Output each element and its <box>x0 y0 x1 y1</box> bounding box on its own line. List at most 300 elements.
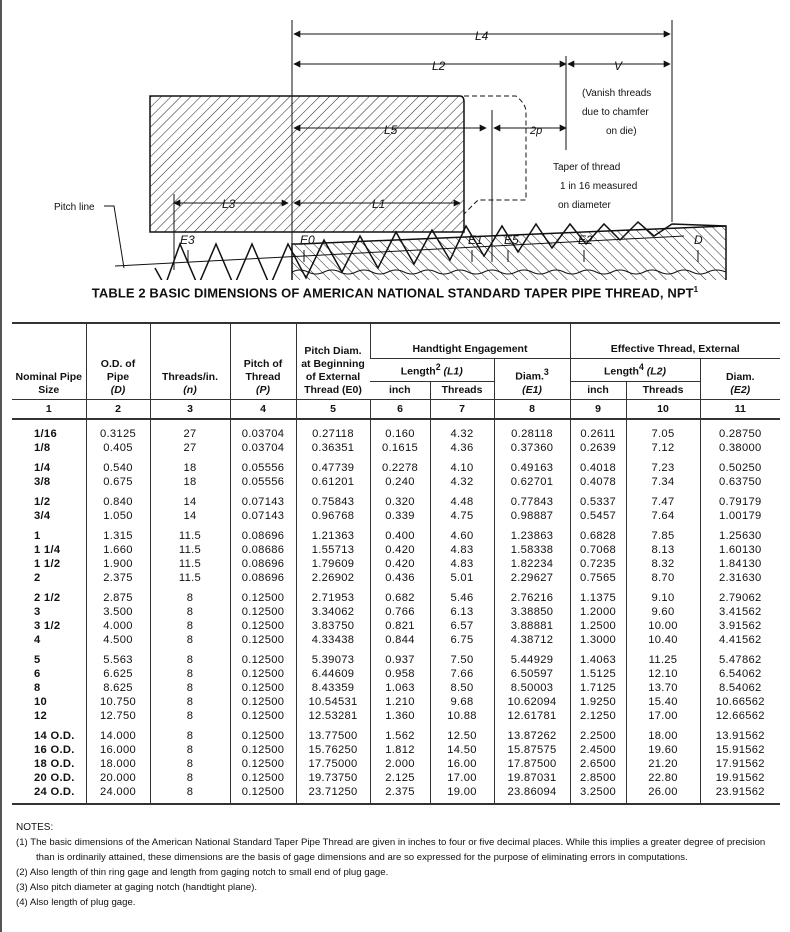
value-cell: 11.5 <box>150 571 230 585</box>
value-cell: 0.27118 <box>296 419 370 441</box>
table-row <box>12 441 780 455</box>
pipe-size-cell: 3 1/2 <box>34 619 61 632</box>
value-cell: 7.85 <box>626 523 700 543</box>
value-cell: 6.57 <box>430 619 494 633</box>
value-cell: 2.000 <box>370 757 430 771</box>
value-cell: 0.47739 <box>296 455 370 475</box>
value-cell: 12.53281 <box>296 709 370 723</box>
value-cell: 2.26902 <box>296 571 370 585</box>
value-cell: 0.63750 <box>700 475 780 489</box>
value-cell: 0.682 <box>370 585 430 605</box>
value-cell: 4.10 <box>430 455 494 475</box>
value-cell: 2.76216 <box>494 585 570 605</box>
header-pitch: Pitch of Thread (P) <box>230 323 296 399</box>
value-cell: 27 <box>150 441 230 455</box>
value-cell: 6.625 <box>86 667 150 681</box>
value-cell: 1.2000 <box>570 605 626 619</box>
value-cell: 3.2500 <box>570 785 626 804</box>
value-cell: 3.500 <box>86 605 150 619</box>
value-cell: 2.79062 <box>700 585 780 605</box>
value-cell: 8 <box>150 667 230 681</box>
svg-text:V: V <box>614 59 623 73</box>
value-cell: 12.66562 <box>700 709 780 723</box>
value-cell: 8 <box>150 681 230 695</box>
table-row <box>12 571 780 585</box>
value-cell: 23.71250 <box>296 785 370 804</box>
value-cell: 8.50 <box>430 681 494 695</box>
header-od: O.D. of Pipe (D) <box>86 323 150 399</box>
value-cell: 7.47 <box>626 489 700 509</box>
value-cell: 4.60 <box>430 523 494 543</box>
value-cell: 1.82234 <box>494 557 570 571</box>
table-row <box>12 771 780 785</box>
value-cell: 1.25630 <box>700 523 780 543</box>
table-row <box>12 585 780 605</box>
value-cell: 13.87262 <box>494 723 570 743</box>
value-cell: 1.79609 <box>296 557 370 571</box>
table-body <box>12 419 780 804</box>
column-number: 3 <box>150 399 230 419</box>
pipe-size-cell: 4 <box>34 633 41 646</box>
value-cell: 12.10 <box>626 667 700 681</box>
value-cell: 0.79179 <box>700 489 780 509</box>
value-cell: 1.23863 <box>494 523 570 543</box>
value-cell: 0.28118 <box>494 419 570 441</box>
notes-heading: NOTES: <box>16 822 54 833</box>
value-cell: 8.43359 <box>296 681 370 695</box>
table-row <box>12 557 780 571</box>
table-row <box>12 455 780 475</box>
value-cell: 0.07143 <box>230 489 296 509</box>
value-cell: 7.05 <box>626 419 700 441</box>
table-row <box>12 723 780 743</box>
thread-diagram <box>0 0 790 280</box>
header-diam-e2: Diam. (E2) <box>700 359 780 400</box>
value-cell: 2.4500 <box>570 743 626 757</box>
table-row <box>12 647 780 667</box>
value-cell: 5.47862 <box>700 647 780 667</box>
value-cell: 18 <box>150 455 230 475</box>
value-cell: 0.5337 <box>570 489 626 509</box>
svg-text:on diameter: on diameter <box>558 200 611 211</box>
value-cell: 10.66562 <box>700 695 780 709</box>
value-cell: 0.96768 <box>296 509 370 523</box>
value-cell: 0.12500 <box>230 757 296 771</box>
value-cell: 17.00 <box>430 771 494 785</box>
value-cell: 0.61201 <box>296 475 370 489</box>
value-cell: 0.49163 <box>494 455 570 475</box>
value-cell: 18.00 <box>626 723 700 743</box>
value-cell: 1.21363 <box>296 523 370 543</box>
table-row <box>12 785 780 804</box>
table-row <box>12 709 780 723</box>
value-cell: 0.03704 <box>230 419 296 441</box>
value-cell: 1.9250 <box>570 695 626 709</box>
svg-text:on die): on die) <box>606 126 637 137</box>
value-cell: 19.60 <box>626 743 700 757</box>
value-cell: 19.00 <box>430 785 494 804</box>
pipe-size-cell: 3/8 <box>34 475 51 488</box>
value-cell: 0.08696 <box>230 571 296 585</box>
value-cell: 0.12500 <box>230 605 296 619</box>
svg-text:L5: L5 <box>384 123 398 137</box>
value-cell: 17.87500 <box>494 757 570 771</box>
value-cell: 15.40 <box>626 695 700 709</box>
value-cell: 6.54062 <box>700 667 780 681</box>
pipe-size-cell: 1/2 <box>34 495 51 508</box>
column-number: 2 <box>86 399 150 419</box>
value-cell: 0.240 <box>370 475 430 489</box>
value-cell: 0.420 <box>370 543 430 557</box>
column-number: 11 <box>700 399 780 419</box>
value-cell: 0.28750 <box>700 419 780 441</box>
value-cell: 4.41562 <box>700 633 780 647</box>
value-cell: 9.10 <box>626 585 700 605</box>
svg-text:Pitch line: Pitch line <box>54 202 95 213</box>
value-cell: 1.660 <box>86 543 150 557</box>
value-cell: 10.54531 <box>296 695 370 709</box>
value-cell: 12.61781 <box>494 709 570 723</box>
value-cell: 8.13 <box>626 543 700 557</box>
value-cell: 6.44609 <box>296 667 370 681</box>
header-pitch-diam-e0: Pitch Diam. at Beginning of External Thread (E0) <box>296 323 370 399</box>
header-diam-e1: Diam.$^3$ (E1) <box>494 359 570 400</box>
table-row <box>12 419 780 441</box>
pipe-size-cell: 8 <box>34 681 41 694</box>
value-cell: 8.32 <box>626 557 700 571</box>
value-cell: 13.70 <box>626 681 700 695</box>
value-cell: 0.12500 <box>230 619 296 633</box>
value-cell: 11.25 <box>626 647 700 667</box>
value-cell: 5.39073 <box>296 647 370 667</box>
header-l2-threads: Threads <box>626 381 700 399</box>
svg-text:E3: E3 <box>180 233 195 247</box>
npt-dimensions-table <box>12 322 780 805</box>
value-cell: 4.500 <box>86 633 150 647</box>
value-cell: 0.38000 <box>700 441 780 455</box>
value-cell: 8 <box>150 605 230 619</box>
svg-text:2p: 2p <box>530 125 543 137</box>
svg-text:L3: L3 <box>222 197 236 211</box>
notes-section <box>16 820 776 910</box>
value-cell: 0.08696 <box>230 557 296 571</box>
value-cell: 7.64 <box>626 509 700 523</box>
value-cell: 0.1615 <box>370 441 430 455</box>
value-cell: 26.00 <box>626 785 700 804</box>
note-1: (1) The basic dimensions of the American National Standard Taper Pipe Thread are given in inches to four or five decimal places. While this implies a greater degree of precision than is ordinarily attained, these dimensions are the basis of gage dimensions and are so expressed for the purpose of eliminating errors in computations. <box>16 837 766 863</box>
value-cell: 0.436 <box>370 571 430 585</box>
value-cell: 0.62701 <box>494 475 570 489</box>
value-cell: 14.000 <box>86 723 150 743</box>
value-cell: 4.32 <box>430 475 494 489</box>
value-cell: 0.98887 <box>494 509 570 523</box>
value-cell: 18.000 <box>86 757 150 771</box>
table-row <box>12 605 780 619</box>
value-cell: 20.000 <box>86 771 150 785</box>
header-length-l2: Length$^4$ (L2) <box>570 359 700 382</box>
pipe-size-cell: 1 <box>34 529 41 542</box>
pipe-size-cell: 1 1/2 <box>34 557 61 570</box>
value-cell: 1.360 <box>370 709 430 723</box>
value-cell: 1.063 <box>370 681 430 695</box>
value-cell: 3.41562 <box>700 605 780 619</box>
chamfer-outline <box>464 96 526 214</box>
table-row <box>12 743 780 757</box>
value-cell: 1.315 <box>86 523 150 543</box>
value-cell: 1.00179 <box>700 509 780 523</box>
value-cell: 12.50 <box>430 723 494 743</box>
value-cell: 8 <box>150 695 230 709</box>
value-cell: 14 <box>150 489 230 509</box>
value-cell: 4.83 <box>430 557 494 571</box>
value-cell: 2.375 <box>370 785 430 804</box>
value-cell: 8 <box>150 709 230 723</box>
value-cell: 16.00 <box>430 757 494 771</box>
value-cell: 6.75 <box>430 633 494 647</box>
header-l1-threads: Threads <box>430 381 494 399</box>
column-number: 7 <box>430 399 494 419</box>
svg-text:L4: L4 <box>475 29 489 43</box>
value-cell: 8.70 <box>626 571 700 585</box>
value-cell: 0.12500 <box>230 681 296 695</box>
value-cell: 17.00 <box>626 709 700 723</box>
pipe-size-cell: 1/16 <box>34 427 57 440</box>
value-cell: 7.66 <box>430 667 494 681</box>
value-cell: 8 <box>150 723 230 743</box>
value-cell: 0.12500 <box>230 709 296 723</box>
value-cell: 17.91562 <box>700 757 780 771</box>
svg-text:E0: E0 <box>300 233 315 247</box>
value-cell: 4.32 <box>430 419 494 441</box>
value-cell: 1.7125 <box>570 681 626 695</box>
value-cell: 0.2278 <box>370 455 430 475</box>
value-cell: 1.562 <box>370 723 430 743</box>
value-cell: 0.675 <box>86 475 150 489</box>
pipe-size-cell: 2 <box>34 571 41 584</box>
value-cell: 0.37360 <box>494 441 570 455</box>
value-cell: 8 <box>150 757 230 771</box>
value-cell: 2.375 <box>86 571 150 585</box>
value-cell: 0.50250 <box>700 455 780 475</box>
note-3: (3) Also pitch diameter at gaging notch (handtight plane). <box>16 882 258 893</box>
value-cell: 4.83 <box>430 543 494 557</box>
value-cell: 8 <box>150 633 230 647</box>
note-4: (4) Also length of plug gage. <box>16 897 136 908</box>
value-cell: 5.563 <box>86 647 150 667</box>
value-cell: 0.958 <box>370 667 430 681</box>
value-cell: 4.75 <box>430 509 494 523</box>
pipe-size-cell: 12 <box>34 709 48 722</box>
value-cell: 0.400 <box>370 523 430 543</box>
value-cell: 2.71953 <box>296 585 370 605</box>
value-cell: 2.29627 <box>494 571 570 585</box>
value-cell: 3.91562 <box>700 619 780 633</box>
pipe-size-cell: 1 1/4 <box>34 543 61 556</box>
value-cell: 0.339 <box>370 509 430 523</box>
column-number: 9 <box>570 399 626 419</box>
table-title: TABLE 2 BASIC DIMENSIONS OF AMERICAN NATIONAL STANDARD TAPER PIPE THREAD, NPT$^1$ <box>91 285 699 301</box>
value-cell: 1.4063 <box>570 647 626 667</box>
table-row <box>12 509 780 523</box>
value-cell: 1.050 <box>86 509 150 523</box>
value-cell: 10.00 <box>626 619 700 633</box>
value-cell: 1.60130 <box>700 543 780 557</box>
value-cell: 1.210 <box>370 695 430 709</box>
value-cell: 0.12500 <box>230 723 296 743</box>
value-cell: 0.08696 <box>230 523 296 543</box>
value-cell: 21.20 <box>626 757 700 771</box>
value-cell: 0.4018 <box>570 455 626 475</box>
value-cell: 2.2500 <box>570 723 626 743</box>
value-cell: 0.540 <box>86 455 150 475</box>
value-cell: 18 <box>150 475 230 489</box>
pipe-size-cell: 10 <box>34 695 48 708</box>
column-number: 6 <box>370 399 430 419</box>
svg-text:1 in 16 measured: 1 in 16 measured <box>560 181 638 192</box>
table-row <box>12 667 780 681</box>
table-row <box>12 695 780 709</box>
value-cell: 0.766 <box>370 605 430 619</box>
value-cell: 2.6500 <box>570 757 626 771</box>
value-cell: 12.750 <box>86 709 150 723</box>
value-cell: 3.83750 <box>296 619 370 633</box>
column-number: 5 <box>296 399 370 419</box>
value-cell: 8 <box>150 771 230 785</box>
pipe-size-cell: 14 O.D. <box>34 729 75 742</box>
value-cell: 11.5 <box>150 543 230 557</box>
svg-text:E1: E1 <box>468 233 483 247</box>
value-cell: 0.03704 <box>230 441 296 455</box>
value-cell: 23.91562 <box>700 785 780 804</box>
value-cell: 0.08686 <box>230 543 296 557</box>
ring-gage-shape <box>150 96 464 232</box>
value-cell: 8.625 <box>86 681 150 695</box>
value-cell: 24.000 <box>86 785 150 804</box>
value-cell: 17.75000 <box>296 757 370 771</box>
value-cell: 15.76250 <box>296 743 370 757</box>
column-number: 1 <box>12 399 86 419</box>
value-cell: 4.36 <box>430 441 494 455</box>
value-cell: 0.405 <box>86 441 150 455</box>
value-cell: 2.8500 <box>570 771 626 785</box>
svg-text:D: D <box>694 233 703 247</box>
value-cell: 11.5 <box>150 557 230 571</box>
value-cell: 3.34062 <box>296 605 370 619</box>
value-cell: 0.6828 <box>570 523 626 543</box>
pipe-size-cell: 18 O.D. <box>34 757 75 770</box>
value-cell: 1.2500 <box>570 619 626 633</box>
value-cell: 0.840 <box>86 489 150 509</box>
header-length-l1: Length$^2$ (L1) <box>370 359 494 382</box>
table-row <box>12 475 780 489</box>
value-cell: 0.2639 <box>570 441 626 455</box>
value-cell: 9.60 <box>626 605 700 619</box>
value-cell: 0.2611 <box>570 419 626 441</box>
value-cell: 4.48 <box>430 489 494 509</box>
header-nominal-size: Nominal Pipe Size <box>12 323 86 399</box>
svg-text:E2: E2 <box>578 233 593 247</box>
column-number-row <box>12 399 780 419</box>
value-cell: 19.87031 <box>494 771 570 785</box>
svg-text:L1: L1 <box>372 197 386 211</box>
value-cell: 0.160 <box>370 419 430 441</box>
header-l2-inch: inch <box>570 381 626 399</box>
value-cell: 15.91562 <box>700 743 780 757</box>
value-cell: 0.12500 <box>230 695 296 709</box>
pipe-size-cell: 2 1/2 <box>34 591 61 604</box>
svg-text:Taper of thread: Taper of thread <box>553 162 621 173</box>
value-cell: 3.88881 <box>494 619 570 633</box>
value-cell: 4.38712 <box>494 633 570 647</box>
value-cell: 0.05556 <box>230 475 296 489</box>
column-number: 10 <box>626 399 700 419</box>
pipe-size-cell: 6 <box>34 667 41 680</box>
header-threads-per-inch: Threads/in. (n) <box>150 323 230 399</box>
value-cell: 7.50 <box>430 647 494 667</box>
value-cell: 0.3125 <box>86 419 150 441</box>
value-cell: 0.937 <box>370 647 430 667</box>
column-number: 8 <box>494 399 570 419</box>
value-cell: 4.33438 <box>296 633 370 647</box>
value-cell: 0.12500 <box>230 585 296 605</box>
value-cell: 16.000 <box>86 743 150 757</box>
value-cell: 1.58338 <box>494 543 570 557</box>
value-cell: 0.5457 <box>570 509 626 523</box>
value-cell: 5.01 <box>430 571 494 585</box>
value-cell: 27 <box>150 419 230 441</box>
value-cell: 15.87575 <box>494 743 570 757</box>
table-row <box>12 681 780 695</box>
svg-text:(Vanish threads: (Vanish threads <box>582 88 652 99</box>
value-cell: 0.05556 <box>230 455 296 475</box>
value-cell: 7.12 <box>626 441 700 455</box>
value-cell: 0.7565 <box>570 571 626 585</box>
value-cell: 9.68 <box>430 695 494 709</box>
value-cell: 13.91562 <box>700 723 780 743</box>
value-cell: 23.86094 <box>494 785 570 804</box>
value-cell: 7.23 <box>626 455 700 475</box>
value-cell: 1.5125 <box>570 667 626 681</box>
value-cell: 0.821 <box>370 619 430 633</box>
value-cell: 14.50 <box>430 743 494 757</box>
value-cell: 5.44929 <box>494 647 570 667</box>
value-cell: 0.7235 <box>570 557 626 571</box>
value-cell: 1.84130 <box>700 557 780 571</box>
value-cell: 0.75843 <box>296 489 370 509</box>
value-cell: 2.31630 <box>700 571 780 585</box>
value-cell: 19.73750 <box>296 771 370 785</box>
table-row <box>12 633 780 647</box>
value-cell: 10.62094 <box>494 695 570 709</box>
value-cell: 11.5 <box>150 523 230 543</box>
value-cell: 1.812 <box>370 743 430 757</box>
table-row <box>12 523 780 543</box>
pipe-size-cell: 20 O.D. <box>34 771 75 784</box>
value-cell: 5.46 <box>430 585 494 605</box>
svg-text:L2: L2 <box>432 59 446 73</box>
table-row <box>12 619 780 633</box>
value-cell: 8.54062 <box>700 681 780 695</box>
table-row <box>12 543 780 557</box>
value-cell: 0.12500 <box>230 743 296 757</box>
pipe-size-cell: 5 <box>34 653 41 666</box>
column-number: 4 <box>230 399 296 419</box>
value-cell: 4.000 <box>86 619 150 633</box>
value-cell: 0.7068 <box>570 543 626 557</box>
header-handtight-engagement: Handtight Engagement <box>370 323 570 359</box>
value-cell: 10.40 <box>626 633 700 647</box>
value-cell: 7.34 <box>626 475 700 489</box>
